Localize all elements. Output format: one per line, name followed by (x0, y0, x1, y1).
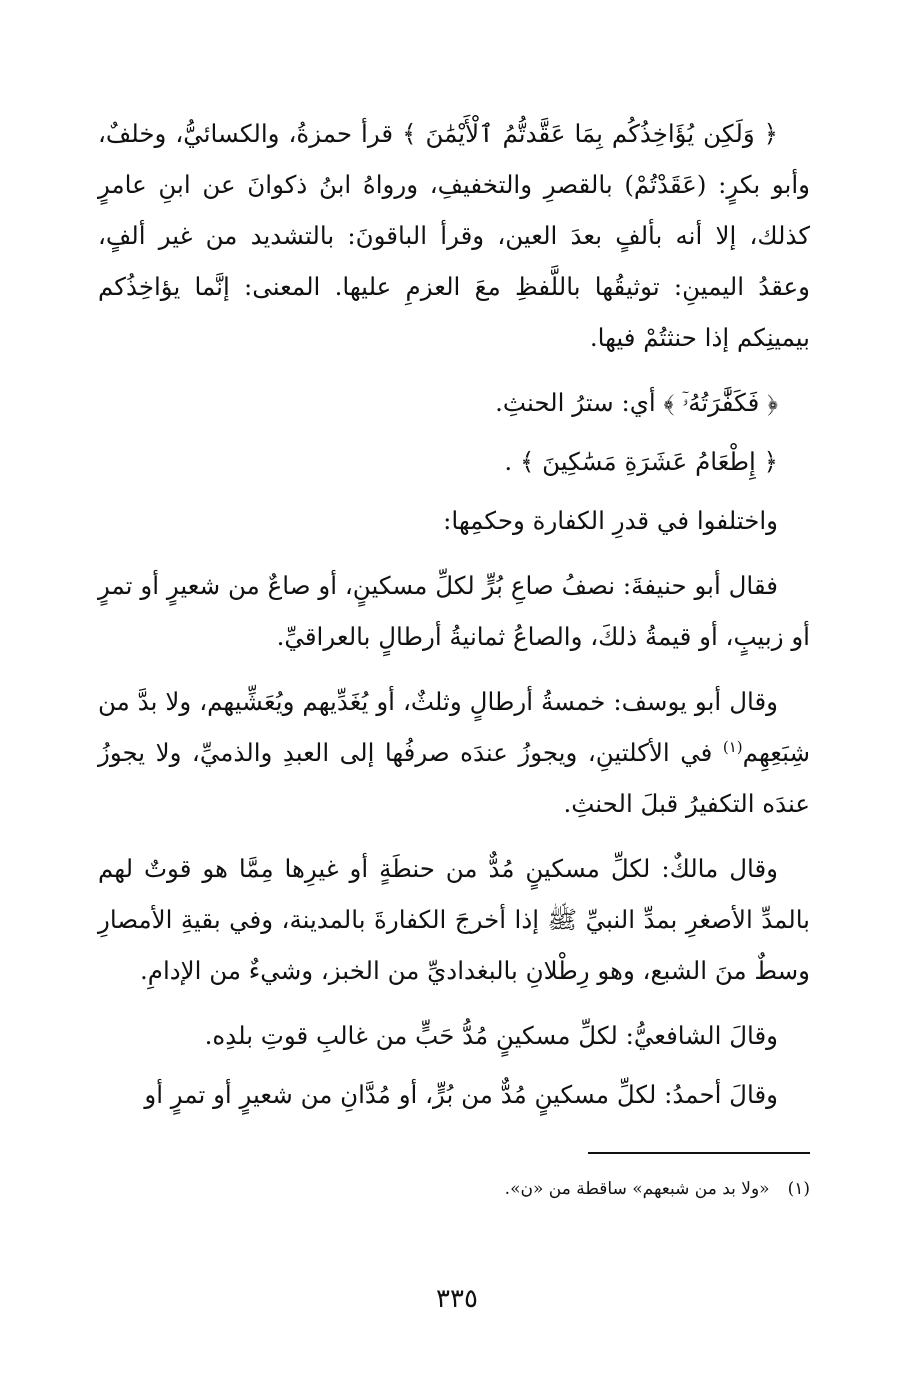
quran-verse: ﴿ إِطْعَامُ عَشَرَةِ مَسَٰكِينَ ﴾ (519, 447, 778, 476)
paragraph-8 (98, 1010, 810, 1061)
paragraph-2 (98, 377, 810, 428)
quran-verse: ﴿ وَلَكِن يُؤَاخِذُكُم بِمَا عَقَّدتُّمُ ٱلْأَيْمَٰنَ ﴾ (402, 119, 779, 148)
page-number: ٣٣٥ (436, 1284, 478, 1314)
paragraph-text: وقالَ الشافعيُّ: لكلِّ مسكينٍ مُدُّ حَبٍّ من غالبِ قوتِ بلدِه. (204, 1021, 778, 1050)
paragraph-text: وقالَ أحمدُ: لكلِّ مسكينٍ مُدٌّ من بُرٍّ، أو مُدَّانِ من شعيرٍ أو تمرٍ أو (144, 1080, 778, 1109)
footnote-text: «ولا بد من شبعهم» ساقطة من «ن». (504, 1179, 770, 1199)
paragraph-7 (98, 843, 810, 996)
footnote-reference: (١) (722, 737, 743, 756)
paragraph-text: وقال أبو يوسف: خمسةُ أرطالٍ وثلثٌ، أو يُغَدِّيهم ويُعَشِّيهم، ولا بدَّ من شِبَعِهِم (98, 687, 810, 767)
footnote-number: (١) (787, 1179, 810, 1199)
paragraph-text: في الأكلتينِ، ويجوزُ عندَه صرفُها إلى العبدِ والذميِّ، ولا يجوزُ عندَه التكفيرُ قبلَ الحنثِ. (98, 738, 810, 818)
paragraph-3 (98, 436, 810, 487)
paragraph-9 (98, 1069, 810, 1120)
footnote-divider (588, 1152, 810, 1154)
paragraph-text: واختلفوا في قدرِ الكفارة وحكمِها: (443, 506, 778, 535)
quran-verse: ﴿ فَكَفَّٰرَتُهُۥٓ ﴾ (663, 388, 778, 417)
paragraph-text: أي: سترُ الحنثِ. (495, 388, 664, 417)
paragraph-text: قرأ حمزةُ، والكسائيُّ، وخلفٌ، وأبو بكرٍ: (عَقَدْتُمْ) بالقصرِ والتخفيفِ، ورواهُ ابنُ ذكوانَ عن ابنِ عامرٍ كذلك، إلا أنه بألفٍ بعدَ العين، وقرأ الباقونَ: بالتشديد من غير ألفٍ، وعقدُ اليمينِ: توثيقُها باللَّفظِ معَ العزمِ عليها. المعنى: إنَّما يؤاخِذُكم بيمينِكم إذا حنثتُمْ فيها. (98, 119, 810, 352)
paragraph-5 (98, 560, 810, 662)
paragraph-1 (98, 108, 810, 363)
paragraph-6 (98, 676, 810, 829)
paragraph-text: وقال مالكٌ: لكلِّ مسكينٍ مُدٌّ من حنطَةٍ أو غيرِها مِمَّا هو قوتٌ لهم بالمدِّ الأصغرِ بمدِّ النبيِّ ﷺ إذا أخرجَ الكفارةَ بالمدينة، وفي بقيةِ الأمصارِ وسطٌ منَ الشبع، وهو رِطْلانِ بالبغداديِّ من الخبز، وشيءٌ من الإدامِ. (98, 854, 810, 985)
paragraph-4 (98, 495, 810, 546)
paragraph-text: . (504, 447, 520, 476)
paragraph-text: فقال أبو حنيفةَ: نصفُ صاعِ بُرٍّ لكلِّ مسكينٍ، أو صاعٌ من شعيرٍ أو تمرٍ أو زبيبٍ، أو قيمةُ ذلكَ، والصاعُ ثمانيةُ أرطالٍ بالعراقيِّ. (98, 571, 810, 651)
main-text (98, 108, 810, 1134)
footnote (110, 1174, 810, 1204)
